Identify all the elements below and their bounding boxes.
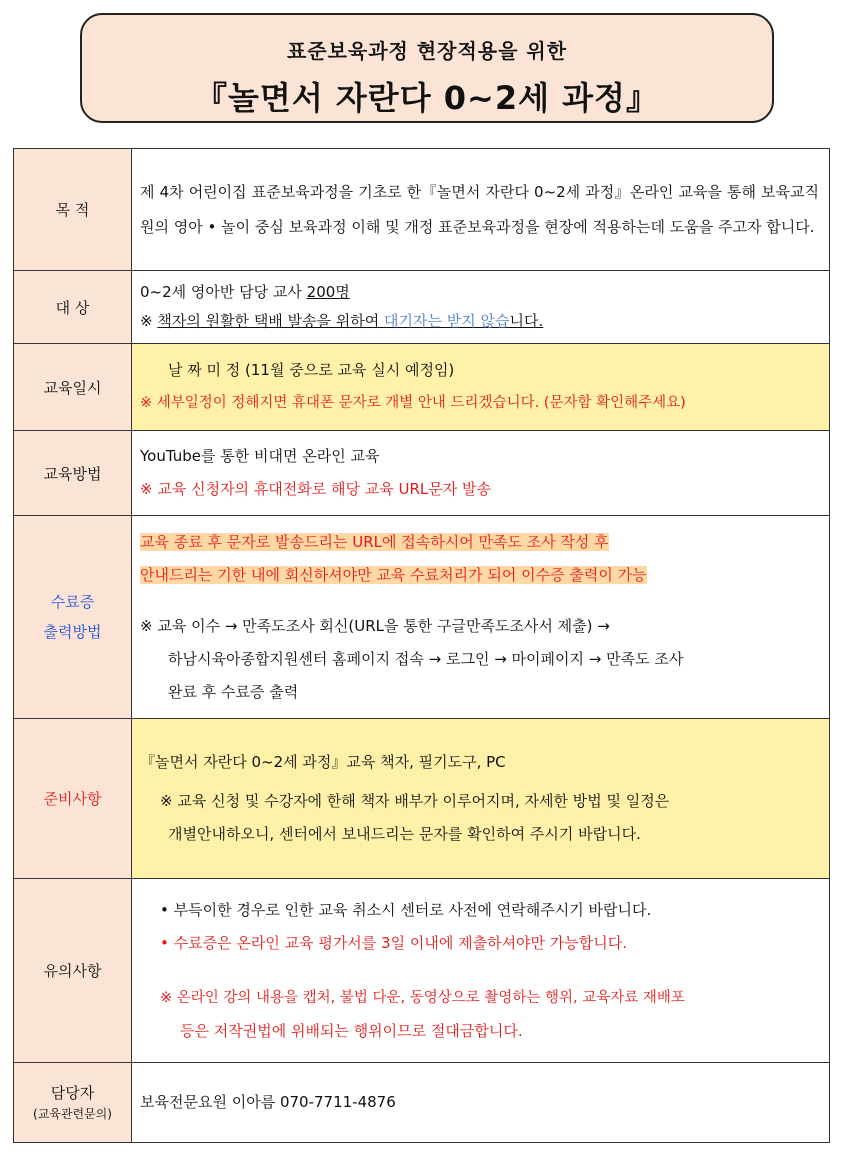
row-body-date <box>132 344 830 431</box>
target-note-main <box>157 312 543 330</box>
method-line-1: YouTube를 통한 비대면 온라인 교육 <box>140 447 380 465</box>
certificate-highlight-1-text: 교육 종료 후 문자로 발송드리는 URL에 접속하시어 만족도 조사 작성 후 <box>140 532 609 551</box>
certificate-highlight-2 <box>140 559 819 592</box>
row-label-method: 교육방법 <box>14 431 132 516</box>
title-main: 『놀면서 자란다 0~2세 과정』 <box>195 79 659 117</box>
row-label-date: 교육일시 <box>14 344 132 431</box>
row-body-contact <box>132 1063 830 1143</box>
method-line-2: ※ 교육 신청자의 휴대전화로 해당 교육 URL문자 발송 <box>140 480 492 498</box>
row-purpose <box>14 149 830 271</box>
contact-label-1: 담당자 <box>50 1083 95 1102</box>
notice-bullet-1: • 부득이한 경우로 인한 교육 취소시 센터로 사전에 연락해주시기 바랍니다. <box>160 900 652 919</box>
row-notice <box>14 879 830 1063</box>
certificate-note-3: 완료 후 수료증 출력 <box>168 682 299 701</box>
row-prep <box>14 719 830 879</box>
row-body-method <box>132 431 830 516</box>
row-certificate <box>14 516 830 719</box>
row-body-purpose <box>132 149 830 271</box>
row-label-purpose: 목 적 <box>14 149 132 271</box>
row-label-target: 대 상 <box>14 271 132 344</box>
title-banner <box>80 13 774 123</box>
target-note-suffix: 니다. <box>509 312 544 330</box>
prep-note-1: ※ 교육 신청 및 수강자에 한해 책자 배부가 이루어지며, 자세한 방법 및 일정은 <box>160 792 670 810</box>
spacer <box>140 960 819 982</box>
target-line-1 <box>140 278 819 307</box>
info-table <box>13 148 830 1143</box>
prep-line-1: 『놀면서 자란다 0~2세 과정』교육 책자, 필기도구, PC <box>140 753 506 771</box>
row-method <box>14 431 830 516</box>
target-note-mark: ※ <box>140 312 158 330</box>
target-note-highlight: 대기자는 받지 않습 <box>384 312 510 330</box>
contact-label-2: (교육관련문의) <box>33 1106 112 1121</box>
target-line-2 <box>140 307 819 336</box>
contact-text: 보육전문요원 이아름 070-7711-4876 <box>140 1093 396 1111</box>
row-contact <box>14 1063 830 1143</box>
date-line-2: ※ 세부일정이 정해지면 휴대폰 문자로 개별 안내 드리겠습니다. (문자함 확인해주세요) <box>140 395 686 411</box>
certificate-note-2: 하남시육아종합지원센터 홈페이지 접속 → 로그인 → 마이페이지 → 만족도 조사 <box>168 649 684 668</box>
row-label-notice: 유의사항 <box>14 879 132 1063</box>
title-subtitle: 표준보육과정 현장적용을 위한 <box>286 39 568 63</box>
notice-note-1: ※ 온라인 강의 내용을 캡처, 불법 다운, 동영상으로 촬영하는 행위, 교육자료 재배포 <box>160 989 685 1006</box>
target-count: 200명 <box>306 283 350 301</box>
row-body-prep <box>132 719 830 879</box>
notice-bullet-2: • 수료증은 온라인 교육 평가서를 3일 이내에 제출하셔야만 가능합니다. <box>160 933 628 952</box>
row-target <box>14 271 830 344</box>
date-line-1: 날 짜 미 정 (11월 중으로 교육 실시 예정임) <box>168 361 455 379</box>
row-label-certificate <box>14 516 132 719</box>
row-label-contact <box>14 1063 132 1143</box>
certificate-highlight-1 <box>140 526 819 559</box>
purpose-text: 제 4차 어린이집 표준보육과정을 기초로 한『놀면서 자란다 0~2세 과정』온라인 교육을 통해 보육교직원의 영아 • 놀이 중심 보육과정 이해 및 개정 표준보육과정을 현장에 적용하는데 도움을 주고자 합니다. <box>140 182 819 236</box>
target-note-text: 책자의 원활한 택배 발송을 위하여 <box>157 312 385 330</box>
prep-note-2: 개별안내하오니, 센터에서 보내드리는 문자를 확인하여 주시기 바랍니다. <box>168 825 641 843</box>
row-body-notice <box>132 879 830 1063</box>
prep-label: 준비사항 <box>43 790 102 808</box>
certificate-highlight-2-text: 안내드리는 기한 내에 회신하셔야만 교육 수료처리가 되어 이수증 출력이 가능 <box>140 565 647 584</box>
certificate-note-1: ※ 교육 이수 → 만족도조사 회신(URL을 통한 구글만족도조사서 제출) → <box>140 616 610 635</box>
row-body-target <box>132 271 830 344</box>
notice-note-2: 등은 저작권법에 위배되는 행위이므로 절대금합니다. <box>180 1021 523 1040</box>
spacer <box>140 592 819 610</box>
row-date <box>14 344 830 431</box>
target-prefix: 0~2세 영아반 담당 교사 <box>140 283 307 301</box>
certificate-label-2: 출력방법 <box>43 623 102 641</box>
row-body-certificate <box>132 516 830 719</box>
row-label-prep <box>14 719 132 879</box>
certificate-label-1: 수료증 <box>50 593 95 611</box>
